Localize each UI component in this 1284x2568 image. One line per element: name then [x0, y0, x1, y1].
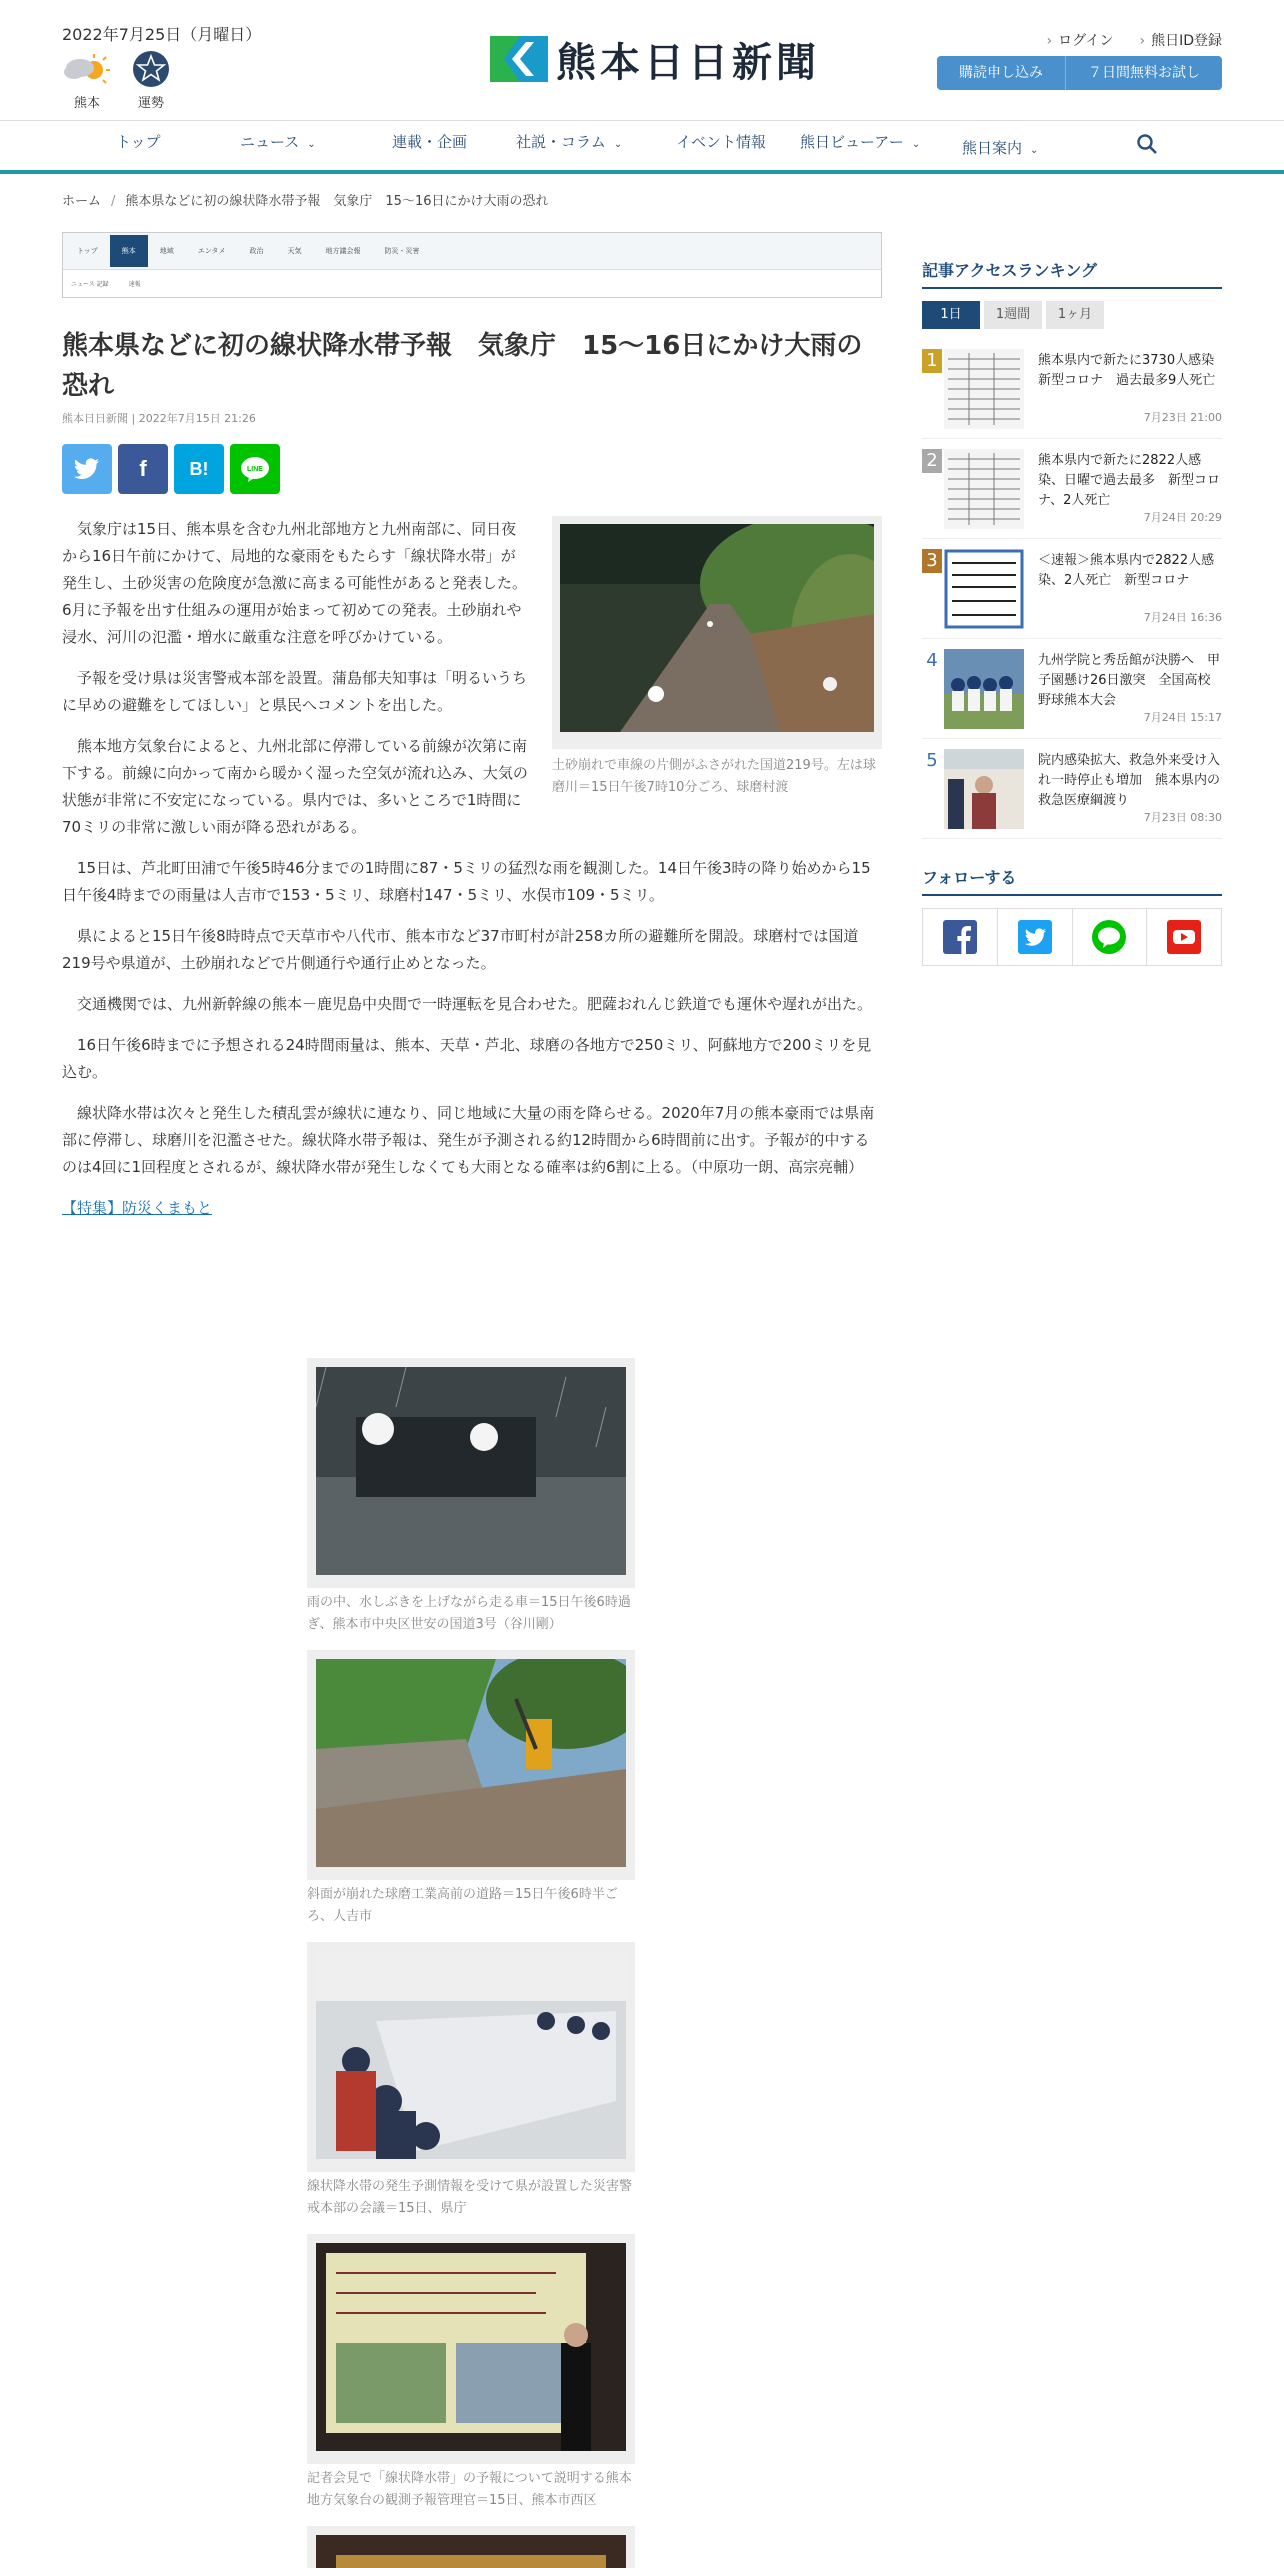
logo-text: 熊本日日新聞 — [556, 38, 820, 86]
ranking-title-text: 熊本県内で新たに2822人感染、日曜で過去最多 新型コロナ、2人死亡 — [1038, 453, 1221, 508]
hatena-icon: B! — [189, 458, 209, 479]
logo-mark-icon — [490, 36, 548, 82]
article-paragraph: 交通機関では、九州新幹線の熊本－鹿児島中央間で一時運転を見合わせた。肥薩おれんじ鉄道でも運休や遅れが出た。 — [77, 995, 873, 1013]
twitter-follow-button[interactable] — [998, 909, 1073, 965]
svg-text:LINE: LINE — [247, 466, 263, 473]
gallery-photo[interactable] — [316, 1659, 626, 1867]
rank-number: 2 — [922, 449, 942, 473]
site-header — [0, 0, 1284, 120]
subnav-item[interactable]: 政治 — [249, 247, 264, 255]
weather-widget[interactable] — [62, 50, 112, 111]
main-nav — [0, 120, 1284, 172]
ranking-title: 記事アクセスランキング — [922, 258, 1222, 289]
facebook-follow-button[interactable] — [923, 909, 998, 965]
register-link[interactable]: › 熊日ID登録 — [1139, 33, 1222, 49]
tab-1month[interactable]: 1ヶ月 — [1046, 301, 1104, 329]
breadcrumb-current: 熊本県などに初の線状降水帯予報 気象庁 15～16日にかけ大雨の恐れ — [125, 194, 549, 209]
follow-links — [922, 908, 1222, 966]
gallery-item — [307, 2234, 637, 2512]
line-icon — [1092, 920, 1126, 954]
nav-item-news[interactable]: ニュース ⌄ — [240, 133, 316, 151]
ranking-item[interactable] — [922, 339, 1228, 439]
weather-label: 熊本 — [73, 96, 100, 111]
subscribe-button[interactable]: 購読申し込み — [937, 56, 1065, 90]
youtube-icon — [1167, 920, 1201, 954]
account-links — [1047, 30, 1222, 50]
ranking-date: 7月23日 08:30 — [1143, 811, 1222, 824]
login-link[interactable]: › ログイン — [1046, 33, 1114, 49]
ranking-item[interactable] — [922, 639, 1222, 739]
facebook-icon: f — [139, 456, 147, 481]
ranking-thumbnail — [944, 449, 1024, 529]
subnav-item[interactable]: 防災・災害 — [384, 247, 420, 255]
subnav-item[interactable]: トップ — [77, 247, 98, 255]
article-paragraph: 県によると15日午後8時時点で天草市や八代市、熊本市など37市町村が計258カ所の避難所を開設。球磨村では国道219号や県道が、土砂崩れなどで片側通行や通行止めとなった。 — [62, 927, 859, 972]
ranking-title-text: 九州学院と秀岳館が決勝へ 甲子園懸け26日激突 全国高校野球熊本大会 — [1038, 653, 1221, 708]
gallery-caption: 斜面が崩れた球磨工業高前の道路＝15日午後6時半ごろ、人吉市 — [307, 1887, 618, 1924]
fortune-label: 運勢 — [137, 96, 164, 111]
article-headline: 熊本県などに初の線状降水帯予報 気象庁 15～16日にかけ大雨の恐れ — [62, 331, 863, 401]
ranking-item[interactable] — [922, 539, 1222, 639]
ranking-thumbnail — [944, 549, 1024, 629]
gallery-photo[interactable] — [316, 1951, 626, 2159]
ranking-thumbnail — [944, 649, 1024, 729]
subnav-sub-item[interactable]: 速報 — [128, 281, 141, 288]
nav-item-top[interactable]: トップ — [116, 133, 161, 151]
subscription-buttons — [937, 56, 1222, 90]
article-column — [62, 232, 882, 1222]
gallery-photo[interactable] — [316, 1367, 626, 1575]
twitter-icon — [1018, 920, 1052, 954]
tab-1week[interactable]: 1週間 — [984, 301, 1042, 329]
ranking-title-text: ＜速報＞熊本県内で2822人感染、2人死亡 新型コロナ — [1038, 553, 1215, 588]
rank-number: 4 — [926, 650, 938, 671]
nav-item-editorial[interactable]: 社説・コラム ⌄ — [516, 133, 623, 151]
rank-number: 5 — [926, 750, 938, 771]
nav-item-series[interactable]: 連載・企画 — [392, 133, 468, 151]
gallery-item — [307, 2526, 637, 2568]
subnav-item[interactable]: 天気 — [287, 247, 302, 255]
search-icon[interactable] — [1136, 133, 1158, 159]
breadcrumb-home[interactable]: ホーム — [62, 194, 102, 209]
ranking-title-text: 熊本県内で新たに3730人感染 新型コロナ 過去最多9人死亡 — [1038, 353, 1228, 388]
section-subnav — [62, 232, 882, 298]
gallery-caption: 記者会見で「線状降水帯」の予報について説明する熊本地方気象台の観測予報管理官＝15日、熊本市西区 — [307, 2471, 632, 2508]
gallery-photo[interactable] — [316, 2243, 626, 2451]
line-follow-button[interactable] — [1073, 909, 1148, 965]
article-paragraph: 気象庁は15日、熊本県を含む九州北部地方と九州南部に、同日夜から16日午前にかけて、局地的な豪雨をもたらす「線状降水帯」が発生し、土砂災害の危険度が急激に高まる可能性があると発表した。6月に予報を出す仕組みの運用が始まって初めての発表。土砂崩れや浸水、河川の氾濫・増水に厳重な注意を呼びかけている。 — [62, 520, 528, 646]
gallery-item — [307, 1650, 637, 1928]
fortune-widget[interactable] — [128, 50, 174, 111]
nav-item-events[interactable]: イベント情報 — [676, 133, 767, 151]
subnav-item[interactable]: 地域 — [159, 247, 174, 255]
subnav-item[interactable]: エンタメ — [197, 247, 226, 255]
article-byline: 熊本日日新聞 | 2022年7月15日 21:26 — [62, 412, 256, 425]
ranking-item[interactable] — [922, 439, 1222, 539]
ranking-date: 7月24日 15:17 — [1143, 711, 1222, 724]
hatena-share-button[interactable] — [174, 444, 224, 494]
ranking-thumbnail — [944, 749, 1024, 829]
line-share-button[interactable] — [230, 444, 280, 494]
gallery-item — [307, 1942, 637, 2220]
chevron-down-icon: ⌄ — [1030, 145, 1039, 156]
article-paragraph: 熊本地方気象台によると、九州北部に停滞している前線が次第に南下する。前線に向かって南から暖かく湿った空気が流れ込み、大気の状態が非常に不安定になっている。県内では、多いところで1時間に70ミリの非常に激しい雨が降る恐れがある。 — [62, 737, 528, 836]
gallery-photo[interactable] — [316, 2535, 626, 2568]
article-paragraph: 16日午後6時までに予想される24時間雨量は、熊本、天草・芦北、球磨の各地方で250ミリ、阿蘇地方で200ミリを見込む。 — [62, 1036, 872, 1081]
twitter-icon — [74, 458, 100, 480]
rank-number: 3 — [922, 549, 942, 573]
article-body — [62, 516, 882, 1222]
ranking-list — [922, 339, 1228, 839]
ranking-title-text: 院内感染拡大、救急外来受け入れ一時停止も増加 熊本県内の救急医療綱渡り — [1038, 753, 1221, 808]
current-date: 2022年7月25日（月曜日） — [62, 25, 262, 44]
chevron-down-icon: ⌄ — [307, 139, 316, 150]
lead-photo[interactable] — [560, 524, 874, 732]
subnav-sub-item[interactable]: ニュース 記録 — [71, 281, 109, 288]
chevron-down-icon: ⌄ — [911, 139, 921, 150]
photo-gallery — [307, 1358, 637, 2568]
fortune-star-icon — [132, 50, 170, 88]
ranking-tabs — [922, 301, 1222, 329]
sidebar — [922, 258, 1228, 966]
share-buttons — [62, 444, 882, 494]
gallery-caption: 線状降水帯の発生予測情報を受けて県が設置した災害警戒本部の会議＝15日、県庁 — [307, 2179, 633, 2216]
line-icon — [240, 456, 270, 482]
subnav-item[interactable]: 地方議会報 — [325, 247, 361, 255]
chevron-down-icon: ⌄ — [613, 139, 623, 150]
gallery-caption: 雨の中、水しぶきを上げながら走る車＝15日午後6時過ぎ、熊本市中央区世安の国道3号（谷川剛） — [307, 1595, 631, 1632]
article-paragraph: 線状降水帯は次々と発生した積乱雲が線状に連なり、同じ地域に大量の雨を降らせる。2020年7月の熊本豪雨では県南部に停滞し、球磨川を氾濫させた。線状降水帯予報は、発生が予測される約12時間から6時間前に出す。予報が的中するのは4回に1回程度とされるが、線状降水帯が発生しなくても大雨となる確率は約6割に上る。（中原功一朗、高宗亮輔） — [62, 1104, 875, 1176]
tab-1day[interactable]: 1日 — [922, 301, 980, 329]
nav-item-guide[interactable]: 熊日案内 ⌄ — [962, 139, 1039, 157]
nav-item-viewer[interactable]: 熊日ビューアー ⌄ — [800, 133, 921, 151]
facebook-icon — [943, 920, 977, 954]
ranking-date: 7月24日 20:29 — [1143, 511, 1222, 524]
article-paragraph: 15日は、芦北町田浦で午後5時46分までの1時間に87・5ミリの猛烈な雨を観測した。14日午後3時の降り始めから15日午後4時までの雨量は人吉市で153・5ミリ、球磨村147・5ミリ、水俣市109・5ミリ。 — [62, 859, 871, 904]
rank-number: 1 — [922, 349, 942, 373]
site-logo[interactable] — [490, 34, 820, 84]
ranking-thumbnail — [944, 349, 1024, 429]
article-paragraph: 予報を受け県は災害警戒本部を設置。蒲島郁夫知事は「明るいうちに早めの避難をしてほしい」と県民へコメントを出した。 — [62, 669, 528, 714]
subnav-item-active[interactable]: 熊本 — [110, 235, 148, 267]
ranking-date: 7月23日 21:00 — [1143, 411, 1222, 424]
breadcrumb: ホーム / 熊本県などに初の線状降水帯予報 気象庁 15～16日にかけ大雨の恐れ — [62, 194, 549, 209]
lead-figure — [552, 516, 882, 799]
special-feature-link[interactable]: 【特集】防災くまもと — [62, 1199, 213, 1217]
weather-icon — [62, 50, 112, 88]
free-trial-button[interactable]: ７日間無料お試し — [1065, 56, 1222, 90]
ranking-date: 7月24日 16:36 — [1143, 611, 1222, 624]
youtube-follow-button[interactable] — [1147, 909, 1221, 965]
ranking-item[interactable] — [922, 739, 1222, 839]
nav-divider — [0, 170, 1284, 174]
twitter-share-button[interactable] — [62, 444, 112, 494]
gallery-item — [307, 1358, 637, 1636]
lead-photo-caption: 土砂崩れで車線の片側がふさがれた国道219号。左は球磨川＝15日午後7時10分ごろ、球磨村渡 — [552, 758, 876, 795]
follow-title: フォローする — [922, 865, 1222, 896]
facebook-share-button[interactable] — [118, 444, 168, 494]
